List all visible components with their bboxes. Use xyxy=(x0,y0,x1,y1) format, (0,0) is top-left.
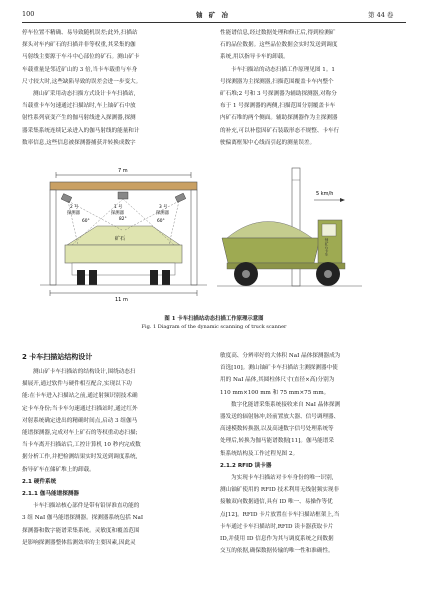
text-line: 性能谱信息,经过数据处理和修正后,得到检测矿 xyxy=(220,30,336,36)
text-line: 器发送的辐射脉冲,经前置放大器、信号调理器、 xyxy=(220,414,340,421)
text-line: 对射系统确定进出的精确时间点,启动 3 组伽马 xyxy=(22,417,138,424)
text-line: 尺寸较大时,这些缺陷导致的误差会进一步变大。 xyxy=(22,78,142,85)
top-beam xyxy=(50,182,197,190)
text-line: 集系统结构及工作过程见图 2。 xyxy=(220,450,299,457)
figure-caption-en: Fig. 1 Diagram of the dynamic scanning of truck scanner xyxy=(141,324,287,330)
dim-7m: 7 m xyxy=(118,168,128,174)
bottom-left-column xyxy=(22,366,210,549)
figure-1 xyxy=(22,160,406,310)
subsection-2-1-1: 2.1.1 伽马能谱探测器 xyxy=(22,491,80,498)
angle-left: 60° xyxy=(82,219,90,224)
text-line: 接触双向数据通信,具有 ID 唯一、易操作等优 xyxy=(220,499,333,506)
label-det2: 2 号 xyxy=(70,205,79,210)
text-line: 敏度高、分辨率好的大体积 NaI 晶体探测器成为 xyxy=(220,353,341,359)
text-line: 器采集系统连续记录进入的伽马射线的能量和计 xyxy=(22,127,140,134)
truck-chassis xyxy=(72,263,175,275)
text-line: 交互的依据,确保数据传输的唯一性和准确性。 xyxy=(220,548,334,555)
text-line: 首选[10]。测山铀矿卡车扫描站主测探测器中使 xyxy=(220,365,338,372)
page-number: 100 xyxy=(22,10,35,18)
text-line: 测山矿采用动态扫描方式设计卡车扫描站, xyxy=(33,91,136,98)
subsection-2-1-2: 2.1.2 RFID 读卡器 xyxy=(220,462,272,469)
subsection-2-1: 2.1 硬件系统 xyxy=(22,478,57,485)
text-line: 探头对车内矿石的扫描并非等权重,其采集的伽 xyxy=(22,42,136,49)
dim-11m: 11 m xyxy=(115,297,128,303)
text-line: 3 组 NaI 伽马能谱探测器。探测器系统包括 NaI xyxy=(22,515,144,522)
text-line: 测山铀矿使用的 RFID 技术利用无线射频实现非 xyxy=(220,487,340,494)
right-pillar xyxy=(191,190,197,285)
text-line: 110 mm×100 mm 和 75 mm×75 mm。 xyxy=(220,389,330,396)
label-det1b: 探测器 xyxy=(111,211,124,216)
angle-center: 82° xyxy=(119,217,127,222)
section-2-title: 2 卡车扫描站结构设计 xyxy=(22,353,93,361)
bottom-right-column xyxy=(220,350,408,557)
text-line: 用的 NaI 晶体,其圆柱体尺寸(直径×高)分别为 xyxy=(220,377,335,384)
wheel-3 xyxy=(150,270,158,285)
text-line: 当载重卡车匀速通过扫描站时,车上铀矿石中放 xyxy=(22,103,136,110)
volume-label: 第 44 卷 xyxy=(368,11,394,19)
detector-3 xyxy=(175,193,186,202)
truck-text: 铀矿石卡车 xyxy=(325,238,329,256)
text-line: 石的品位数据。这些品位数据会实时发送到调度 xyxy=(220,42,338,49)
text-line: ID,并使用 ID 信息作为其与调度系统之间数据 xyxy=(220,536,334,543)
text-line: 内矿石堆的两个侧面。辅助探测器作为主探测器 xyxy=(220,115,338,122)
top-right-column xyxy=(220,27,408,149)
wheel-4 xyxy=(162,270,170,285)
text-line: 数字化能谱采集系统接收来自 NaI 晶体探测 xyxy=(231,401,341,408)
scanner-diagram xyxy=(22,160,406,310)
left-pillar xyxy=(50,190,56,285)
text-line: 探测器和数字能谱采集系统。灵敏度和覆盖范围 xyxy=(22,527,140,534)
text-line: 高速模数转换器,以及高速数字信号处理系统等 xyxy=(220,426,334,433)
text-line: 射性系列衰变产生的伽马射线进入探测器,探测 xyxy=(22,115,136,122)
text-line: 的补充,可以补偿因矿石装载形态不规整、卡车行 xyxy=(220,127,340,134)
text-line: 测山矿卡车扫描站的结构设计,围绕动态扫 xyxy=(33,369,136,375)
ore-label: 矿石 xyxy=(115,236,126,242)
text-line: 车载重量是邻近矿山的 3 倍,当卡车载重与车身 xyxy=(22,66,138,73)
text-line: 据分析工作,并把检测结果实时发送到调度系统, xyxy=(22,454,138,461)
angle-right: 60° xyxy=(157,219,165,224)
top-left-column xyxy=(22,27,210,149)
text-line: 停车位置不精确、易导致随机误差;此外,扫描站 xyxy=(22,30,138,36)
text-line: 指导矿车在储矿堆上的卸载。 xyxy=(22,466,95,473)
label-det3: 3 号 xyxy=(159,205,168,210)
label-det2b: 探测器 xyxy=(67,211,80,216)
wheel-1 xyxy=(77,270,85,285)
text-line: 数率信息,这些信息被探测器捕获并转换成数字 xyxy=(22,139,136,146)
text-line: 点[12]。RFID 卡片放置在卡车扫描站框架上,当 xyxy=(220,511,340,518)
figure-caption-zh: 图 1 卡车扫描站动态扫描工作原理示意图 xyxy=(164,316,264,322)
text-line: 定卡车身份;当卡车匀速通过扫描站时,通过红外 xyxy=(22,405,138,412)
speed-label: 5 km/h xyxy=(316,191,334,197)
text-line: 系统,用以指导卡车的卸载。 xyxy=(220,54,289,61)
text-line: 能:在卡车进入扫描站之前,通过射频识别技术确 xyxy=(22,393,138,400)
journal-title: 铀 矿 冶 xyxy=(196,11,231,19)
label-det3b: 探测器 xyxy=(156,211,169,216)
cab-window xyxy=(322,224,336,236)
text-line: 马射线主要源于车斗中心部位的矿石。测山矿卡 xyxy=(22,54,140,61)
truck-box-side xyxy=(222,238,320,263)
text-line: 卡车扫描站核心部件是带有铅屏准直功能的 xyxy=(33,503,140,510)
text-line: 描展开,通过软件与硬件相互配合,实现以下功 xyxy=(22,381,132,388)
text-line: 布于 1 号探测器的两侧,扫描范围分别覆盖卡车 xyxy=(220,103,336,110)
text-line: 是影响探测器整体监测效率的主要因素,因此灵 xyxy=(22,539,136,546)
text-line: 驶偏离框架中心线而引起的测量误差。 xyxy=(220,139,316,146)
side-view xyxy=(217,168,362,286)
front-view xyxy=(40,168,207,303)
header-rule xyxy=(22,22,406,23)
text-line: 卡车通过卡车扫描站时,RFID 读卡器获取卡片 xyxy=(220,523,334,530)
label-det1: 1 号 xyxy=(114,205,123,210)
section-heading-2 xyxy=(22,352,92,362)
text-line: 号探测器为主探测器,扫描范围覆盖卡车内整个 xyxy=(220,78,334,85)
wheel-2 xyxy=(89,270,97,285)
detector-2 xyxy=(61,194,72,203)
truck-bed xyxy=(65,245,182,263)
text-line: 当卡车离开扫描站后,工控计算机 10 秒内完成数 xyxy=(22,442,141,449)
text-line: 能谱探测器,完成对车上矿石的等权重动态扫描; xyxy=(22,430,138,437)
detector-1 xyxy=(118,192,128,199)
text-line: 处理后,转换为伽马能谱数据[11]。伽马能谱采 xyxy=(220,438,334,445)
text-line: 矿石堆;2 号和 3 号探测器为辅助探测器,对称分 xyxy=(220,91,337,98)
text-line: 卡车扫描站的动态扫描工作原理见图 1。1 xyxy=(231,66,335,73)
text-line: 为实现卡车扫描站对卡车身份的唯一识别, xyxy=(231,475,334,482)
